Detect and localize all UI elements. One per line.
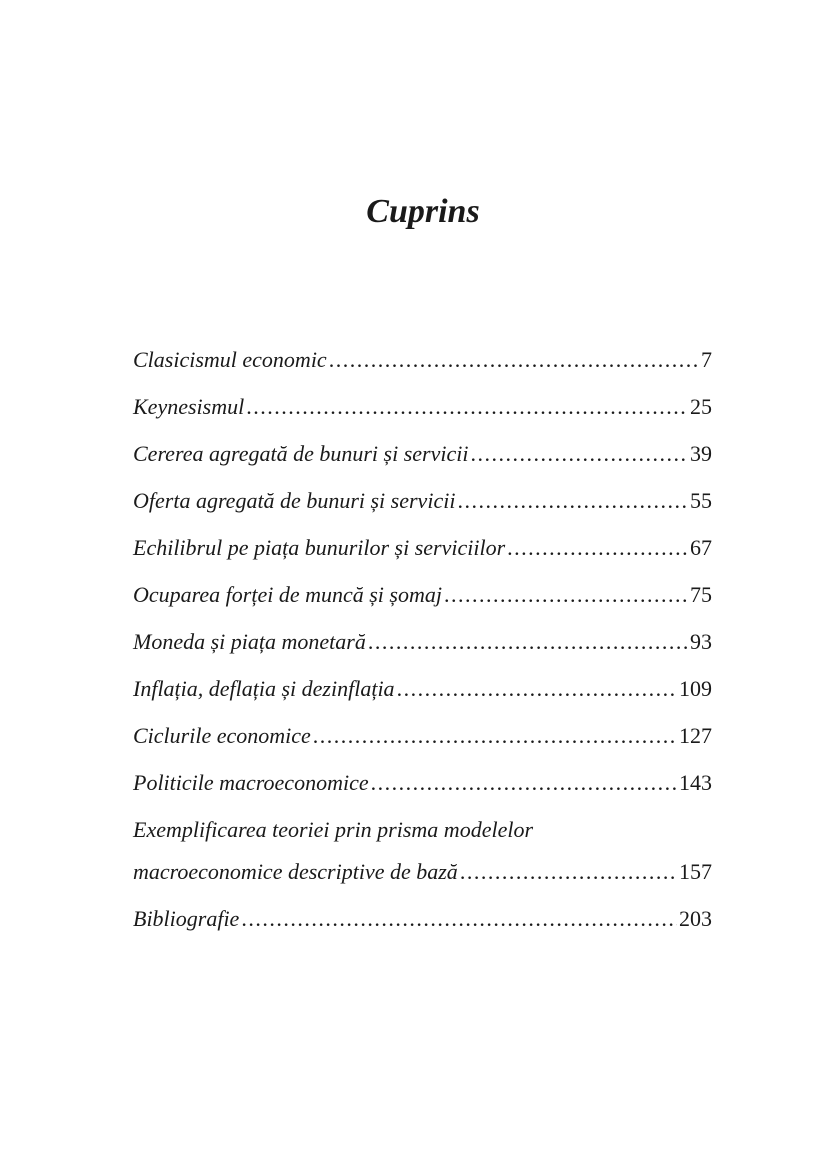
toc-entry-page: 93 [690,629,712,654]
toc-entry-page: 157 [679,859,712,884]
toc-entry-line2 [133,848,712,895]
toc-entry-bibliografie[interactable] [133,895,712,942]
toc-entry-title: Keynesismul [133,394,245,419]
toc-entry-page: 127 [679,723,712,748]
dot-leader [507,524,688,571]
toc-entry-ocuparea-fortei[interactable] [133,571,712,618]
dot-leader [241,895,677,942]
toc-entry-title: Moneda și piața monetară [133,629,366,654]
toc-entry-page: 67 [690,535,712,560]
toc-entry-clasicismul-economic[interactable] [133,336,712,383]
toc-entry-page: 143 [679,770,712,795]
toc-entry-page: 203 [679,906,712,931]
toc-entry-keynesismul[interactable] [133,383,712,430]
toc-entry-oferta-agregata[interactable] [133,477,712,524]
toc-entry-title: Oferta agregată de bunuri și servicii [133,488,456,513]
toc-entry-title: Ciclurile economice [133,723,311,748]
toc-entry-title: Clasicismul economic [133,347,327,372]
dot-leader [397,665,677,712]
dot-leader [470,430,688,477]
toc-entry-title: Cererea agregată de bunuri și servicii [133,441,469,466]
toc-entry-exemplificarea-teoriei[interactable] [133,806,712,895]
toc-entry-title: Inflația, deflația și dezinflația [133,676,395,701]
dot-leader [313,712,677,759]
table-of-contents [133,336,712,942]
page-title: Cuprins [366,193,480,230]
toc-entry-page: 25 [690,394,712,419]
dot-leader [460,848,677,895]
toc-entry-page: 109 [679,676,712,701]
toc-entry-title: Ocuparea forței de muncă și șomaj [133,582,442,607]
toc-entry-title-line2: macroeconomice descriptive de bază [133,859,458,884]
dot-leader [329,336,699,383]
dot-leader [371,759,677,806]
dot-leader [246,383,688,430]
toc-entry-title: Politicile macroeconomice [133,770,369,795]
toc-entry-echilibrul[interactable] [133,524,712,571]
toc-entry-inflatia[interactable] [133,665,712,712]
toc-entry-page: 7 [701,347,712,372]
dot-leader [457,477,688,524]
toc-entry-politicile-macroeconomice[interactable] [133,759,712,806]
toc-entry-page: 39 [690,441,712,466]
dot-leader [444,571,688,618]
toc-entry-page: 75 [690,582,712,607]
toc-entry-page: 55 [690,488,712,513]
toc-entry-ciclurile-economice[interactable] [133,712,712,759]
toc-entry-cererea-agregata[interactable] [133,430,712,477]
toc-entry-moneda[interactable] [133,618,712,665]
toc-entry-title: Echilibrul pe piața bunurilor și serviciilor [133,535,506,560]
dot-leader [368,618,688,665]
toc-entry-title: Bibliografie [133,906,240,931]
toc-entry-title-line1: Exemplificarea teoriei prin prisma modelelor [133,817,534,842]
